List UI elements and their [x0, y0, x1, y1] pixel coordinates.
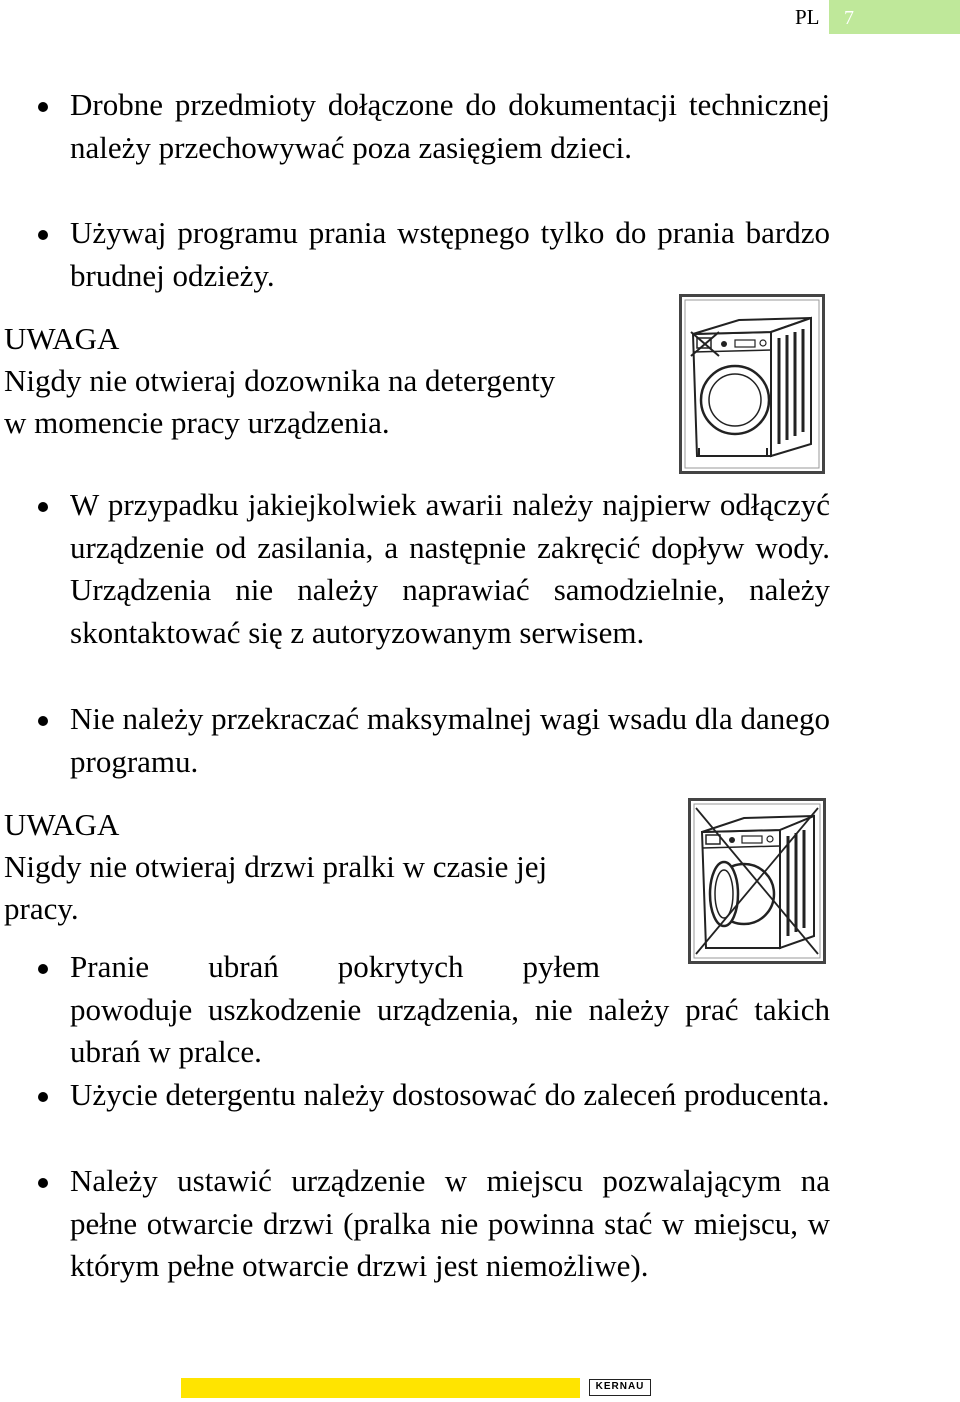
list-item-text: Należy ustawić urządzenie w miejscu pozwalającym na pełne otwarcie drzwi (pralka nie powinna stać w miejscu, w którym pełne otwarcie drzwi jest niemożliwe).: [70, 1163, 830, 1283]
warning-title: UWAGA: [4, 807, 120, 842]
list-item-text: W przypadku jakiejkolwiek awarii należy najpierw odłączyć urządzenie od zasilania, a następnie zakręcić dopływ wody. Urządzenia nie należy naprawiać samodzielnie, należy skontaktować się z autoryzowanym serwisem.: [70, 487, 830, 650]
warning-text: w momencie pracy urządzenia.: [4, 405, 390, 440]
list-item-text: powoduje uszkodzenie urządzenia, nie należy prać takich ubrań w pralce.: [70, 991, 830, 1069]
page-number-badge: 7: [829, 0, 960, 34]
bullet-icon: [38, 716, 48, 726]
list-item: [0, 484, 898, 698]
list-item-text: Używaj programu prania wstępnego tylko do prania bardzo brudnej odzieży.: [70, 215, 830, 293]
list-item: [0, 1074, 898, 1160]
list-item-text: Nie należy przekraczać maksymalnej wagi wsadu dla danego programu.: [70, 701, 831, 779]
bullet-icon: [38, 1092, 48, 1102]
bullet-icon: [38, 964, 48, 974]
list-item: [0, 84, 898, 212]
washing-machine-door-prohibited-icon: [688, 798, 826, 964]
bullet-icon: [38, 230, 48, 240]
list-item: [0, 1160, 898, 1332]
list-item: [0, 212, 898, 298]
brand-logo: KERNAU: [589, 1379, 651, 1396]
footer-bar: [181, 1378, 580, 1398]
warning-title: UWAGA: [4, 321, 120, 356]
list-item: [0, 946, 898, 1074]
bullet-icon: [38, 1178, 48, 1188]
list-item-text: Użycie detergentu należy dostosować do zaleceń producenta.: [70, 1077, 830, 1112]
list-item-text: Pranie ubrań pokrytych pyłem: [70, 949, 600, 984]
warning-text: pracy.: [4, 891, 79, 926]
header-language: PL: [795, 5, 820, 29]
washing-machine-detergent-drawer-prohibited-icon: [679, 294, 825, 474]
list-item-text: Drobne przedmioty dołączone do dokumentacji technicznej należy przechowywać poza zasięgiem dzieci.: [70, 87, 830, 165]
list-item: [0, 698, 898, 784]
warning-text: Nigdy nie otwieraj drzwi pralki w czasie jej: [4, 849, 548, 884]
warning-text: Nigdy nie otwieraj dozownika na detergenty: [4, 363, 556, 398]
bullet-icon: [38, 102, 48, 112]
bullet-icon: [38, 502, 48, 512]
